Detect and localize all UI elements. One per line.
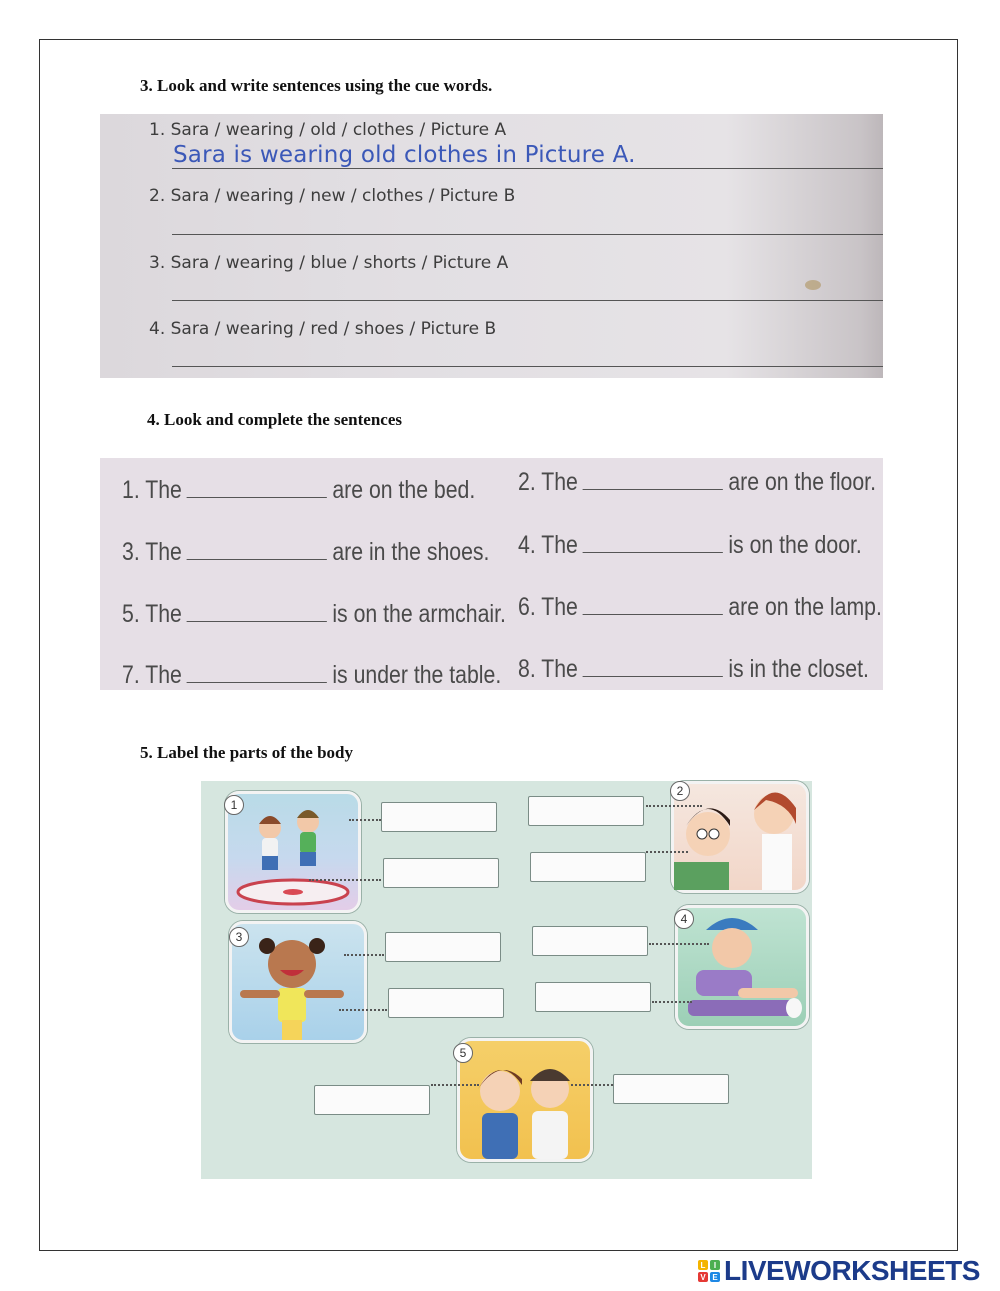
connector-1a	[349, 819, 381, 821]
sentence-7-prefix: 7. The	[122, 661, 182, 689]
picture-1	[225, 791, 361, 913]
logo-blocks-icon	[698, 1260, 720, 1282]
picture-number-1: 1	[224, 795, 244, 815]
cue-line-1: 1. Sara / wearing / old / clothes / Picture A	[149, 120, 507, 140]
label-box-5a[interactable]	[314, 1085, 430, 1115]
sentence-2-prefix: 2. The	[518, 468, 578, 496]
connector-5b	[571, 1084, 613, 1086]
connector-4a	[649, 943, 709, 945]
label-box-4b[interactable]	[535, 982, 651, 1012]
blank-4[interactable]	[583, 534, 723, 553]
connector-1b	[309, 879, 381, 881]
eye-drops-illustration	[674, 784, 806, 890]
answer-line-4[interactable]	[172, 366, 883, 367]
picture-number-2: 2	[670, 781, 690, 801]
sentence-6	[518, 593, 882, 622]
whispering-kids-illustration	[460, 1041, 590, 1159]
connector-4b	[652, 1001, 692, 1003]
blank-5[interactable]	[187, 603, 327, 622]
sentence-6-prefix: 6. The	[518, 593, 578, 621]
connector-2b	[646, 851, 688, 853]
connector-5a	[431, 1084, 479, 1086]
sentence-5	[122, 600, 506, 629]
label-box-4a[interactable]	[532, 926, 648, 956]
cue-line-2: 2. Sara / wearing / new / clothes / Picture B	[149, 186, 516, 206]
sentence-2	[518, 468, 876, 497]
picture-4	[675, 905, 809, 1029]
logo-block-i: I	[710, 1260, 720, 1270]
picture-number-4: 4	[674, 909, 694, 929]
picture-5	[457, 1038, 593, 1162]
blank-6[interactable]	[583, 596, 723, 615]
label-box-2a[interactable]	[528, 796, 644, 826]
sentence-7	[122, 661, 501, 690]
answer-line-3[interactable]	[172, 300, 883, 301]
sentence-8-suffix: is in the closet.	[728, 655, 869, 683]
arm-stretch-illustration	[232, 924, 364, 1040]
exercise-5-heading: 5. Label the parts of the body	[140, 743, 353, 762]
answer-line-1[interactable]	[172, 168, 883, 169]
logo-text: LIVEWORKSHEETS	[724, 1255, 980, 1286]
label-box-1a[interactable]	[381, 802, 497, 832]
sentence-1-suffix: are on the bed.	[332, 476, 476, 504]
cue-line-4: 4. Sara / wearing / red / shoes / Picture B	[149, 319, 497, 339]
sentence-5-suffix: is on the armchair.	[332, 600, 506, 628]
sentence-6-suffix: are on the lamp.	[728, 593, 882, 621]
paper-stain	[805, 280, 821, 290]
label-box-2b[interactable]	[530, 852, 646, 882]
exercise-3-heading: 3. Look and write sentences using the cue words.	[140, 76, 493, 95]
blank-2[interactable]	[583, 471, 723, 490]
sentence-1	[122, 476, 475, 505]
logo-block-e: E	[710, 1272, 720, 1282]
sentence-2-suffix: are on the floor.	[728, 468, 876, 496]
sentence-8-prefix: 8. The	[518, 655, 578, 683]
picture-3	[229, 921, 367, 1043]
logo-block-l: L	[698, 1260, 708, 1270]
connector-3b	[339, 1009, 387, 1011]
sentence-3-suffix: are in the shoes.	[332, 538, 490, 566]
cue-line-3: 3. Sara / wearing / blue / shorts / Picture A	[149, 253, 509, 273]
sentence-8	[518, 655, 869, 684]
label-box-5b[interactable]	[613, 1074, 729, 1104]
sentence-3-prefix: 3. The	[122, 538, 182, 566]
sentence-3	[122, 538, 489, 567]
picture-number-3: 3	[229, 927, 249, 947]
sentence-4	[518, 531, 862, 560]
connector-2a	[646, 805, 702, 807]
connector-3a	[344, 954, 384, 956]
answer-line-2[interactable]	[172, 234, 883, 235]
liveworksheets-logo	[698, 1256, 980, 1286]
label-box-3b[interactable]	[388, 988, 504, 1018]
exercise-4-heading: 4. Look and complete the sentences	[147, 410, 402, 429]
exercise-4-scan	[100, 458, 883, 690]
trampoline-kids-illustration	[228, 794, 358, 910]
exercise-5-scan	[201, 781, 812, 1179]
blank-3[interactable]	[187, 541, 327, 560]
sentence-4-suffix: is on the door.	[728, 531, 862, 559]
toe-touch-illustration	[678, 908, 806, 1026]
sentence-7-suffix: is under the table.	[332, 661, 502, 689]
sentence-4-prefix: 4. The	[518, 531, 578, 559]
label-box-1b[interactable]	[383, 858, 499, 888]
picture-2	[671, 781, 809, 893]
picture-number-5: 5	[453, 1043, 473, 1063]
exercise-3-scan	[100, 114, 883, 378]
sentence-5-prefix: 5. The	[122, 600, 182, 628]
blank-1[interactable]	[187, 479, 327, 498]
answer-1: Sara is wearing old clothes in Picture A.	[173, 142, 636, 168]
blank-8[interactable]	[583, 658, 723, 677]
sentence-1-prefix: 1. The	[122, 476, 182, 504]
blank-7[interactable]	[187, 664, 327, 683]
logo-block-v: V	[698, 1272, 708, 1282]
label-box-3a[interactable]	[385, 932, 501, 962]
